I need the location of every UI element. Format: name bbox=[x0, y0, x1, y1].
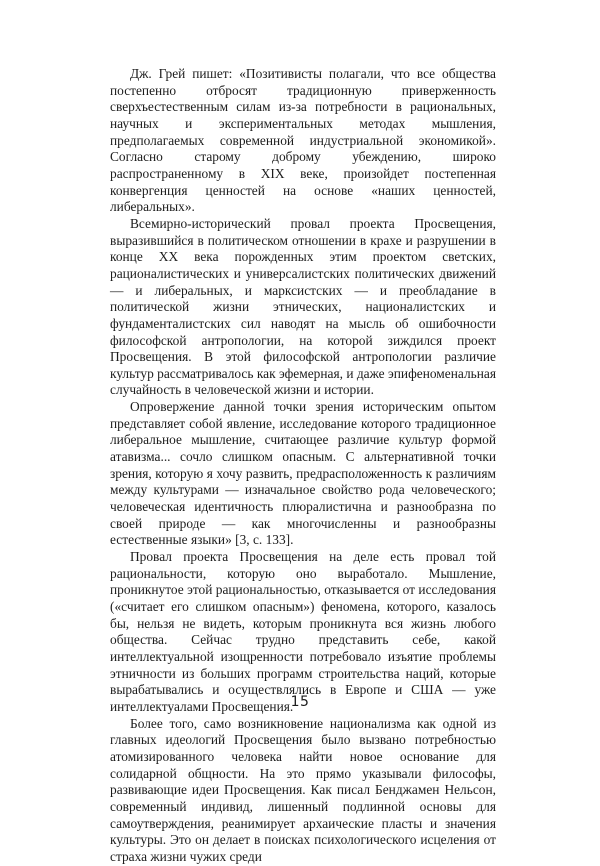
paragraph: Опровержение данной точки зрения историческим опытом представляет собой явление, исследование которого традиционное либеральное мышление, считающее различие культур формой атавизма... сочло слишком опасным. С альтернативной точки зрения, которую я хочу развить, предрасположенность к различиям между культурами — изначальное свойство рода человеческого; человеческая идентичность плюралистична и разнообразна по своей природе — как многочисленны и разнообразны естественные языки» [3, с. 133]. bbox=[110, 399, 496, 548]
page-number: 15 bbox=[290, 694, 310, 710]
body-text bbox=[110, 66, 496, 866]
paragraph: Дж. Грей пишет: «Позитивисты полагали, что все общества постепенно отбросят традиционную приверженность сверхъестественным силам из-за потребности в рациональных, научных и экспериментальных методах мышления, предполагаемых современной индустриальной экономикой». Согласно старому доброму убеждению, широко распространенному в XIX веке, произойдет постепенная конвергенция ценностей на основе «наших ценностей, либеральных». bbox=[110, 66, 496, 215]
paragraph: Более того, само возникновение национализма как одной из главных идеологий Просвещения было вызвано потребностью атомизированного человека найти новое основание для солидарной общности. На это прямо указывали философы, развивающие идеи Просвещения. Как писал Бенджамен Нельсон, современный индивид, лишенный подлинной основы для самоутверждения, реанимирует архаические пласты и значения культуры. Это он делает в поисках психологического исцеления от страха жизни чужих среди bbox=[110, 715, 496, 864]
paragraph: Провал проекта Просвещения на деле есть провал той рациональности, которую оно выработало. Мышление, проникнутое этой рациональностью, отказывается от исследования («считает его слишком опасным») феномена, которого, казалось бы, нельзя не видеть, которым проникнута вся жизнь любого общества. Сейчас трудно представить себе, какой интеллектуальной изощренности потребовало изъятие проблемы этничности из больших программ строительства наций, которые вырабатывались и осуществлялись в Европе и США — уже интеллектуалами Просвещения. bbox=[110, 549, 496, 714]
paragraph: Всемирно-исторический провал проекта Просвещения, выразившийся в политическом отношении в крахе и разрушении в конце XX века порожденных этим проектом светских, рационалистических и универсалистских политических движений — и либеральных, и марксистских — и преобладание в политической жизни этнических, националистских и фундаменталистских сил наводят на мысль об ошибочности философской антропологии, на которой зиждился проект Просвещения. В этой философской антропологии различие культур рассматривалось как эфемерная, и даже эпифеноменальная случайность в человеческой жизни и истории. bbox=[110, 215, 496, 398]
